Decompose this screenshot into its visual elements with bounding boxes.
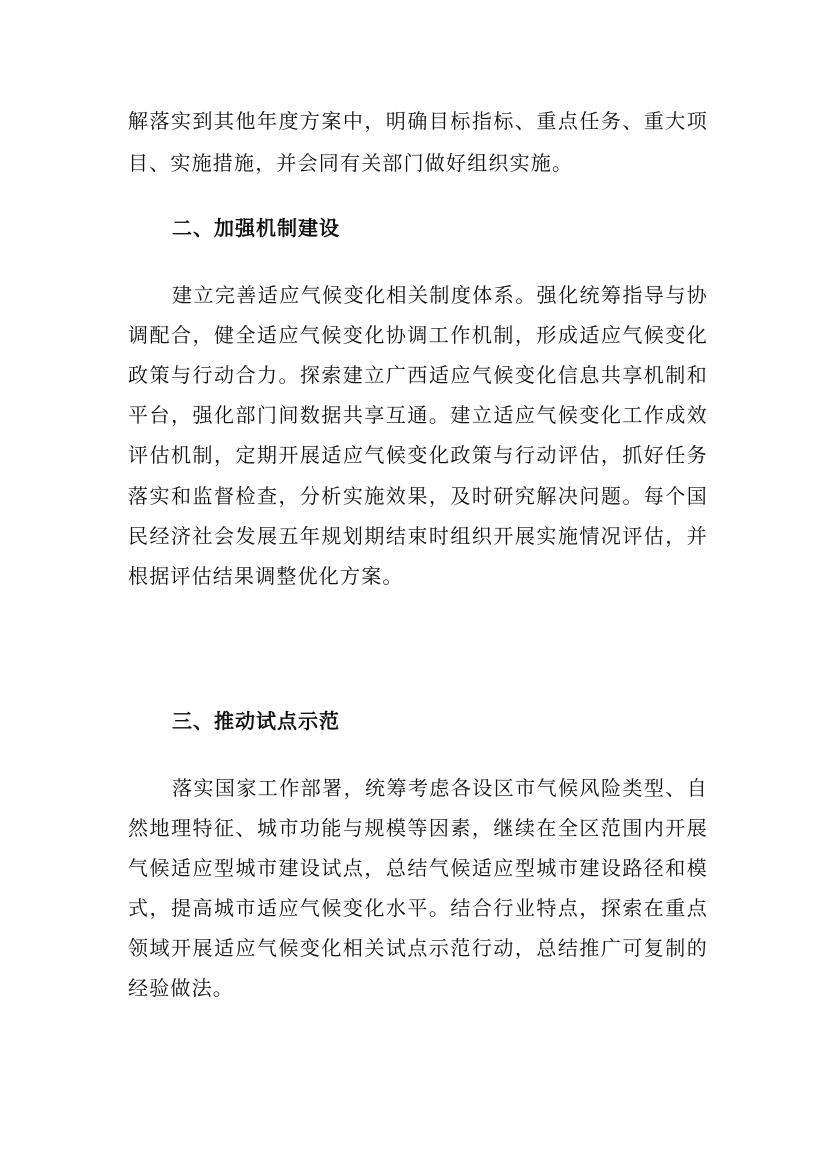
section-3-line-4: 式，提高城市适应气候变化水平。结合行业特点，探索在重点 [128, 896, 708, 920]
intro-line-2: 目、实施措施，并会同有关部门做好组织实施。 [128, 151, 574, 175]
section-3-heading: 三、推动试点示范 [172, 709, 340, 733]
section-3-line-1: 落实国家工作部署，统筹考虑各设区市气候风险类型、自 [172, 776, 708, 800]
section-2-line-5: 评估机制，定期开展适应气候变化政策与行动评估，抓好任务 [128, 443, 708, 467]
section-3-line-3: 气候适应型城市建设试点，总结气候适应型城市建设路径和模 [128, 856, 708, 880]
intro-line-1: 解落实到其他年度方案中，明确目标指标、重点任务、重大项 [128, 109, 708, 133]
section-2-line-2: 调配合，健全适应气候变化协调工作机制，形成适应气候变化 [128, 323, 708, 347]
section-3-line-5: 领域开展适应气候变化相关试点示范行动，总结推广可复制的 [128, 936, 708, 960]
section-2-line-8: 根据评估结果调整优化方案。 [128, 564, 404, 588]
section-3-line-6: 经验做法。 [128, 976, 234, 1000]
section-2-line-7: 民经济社会发展五年规划期结束时组织开展实施情况评估，并 [128, 524, 708, 548]
section-2-line-4: 平台，强化部门间数据共享互通。建立适应气候变化工作成效 [128, 403, 708, 427]
section-2-line-6: 落实和监督检查，分析实施效果，及时研究解决问题。每个国 [128, 484, 708, 508]
section-3-line-2: 然地理特征、城市功能与规模等因素，继续在全区范围内开展 [128, 816, 708, 840]
section-2-heading: 二、加强机制建设 [172, 216, 340, 240]
section-2-line-3: 政策与行动合力。探索建立广西适应气候变化信息共享机制和 [128, 363, 708, 387]
section-2-line-1: 建立完善适应气候变化相关制度体系。强化统筹指导与协 [172, 283, 708, 307]
